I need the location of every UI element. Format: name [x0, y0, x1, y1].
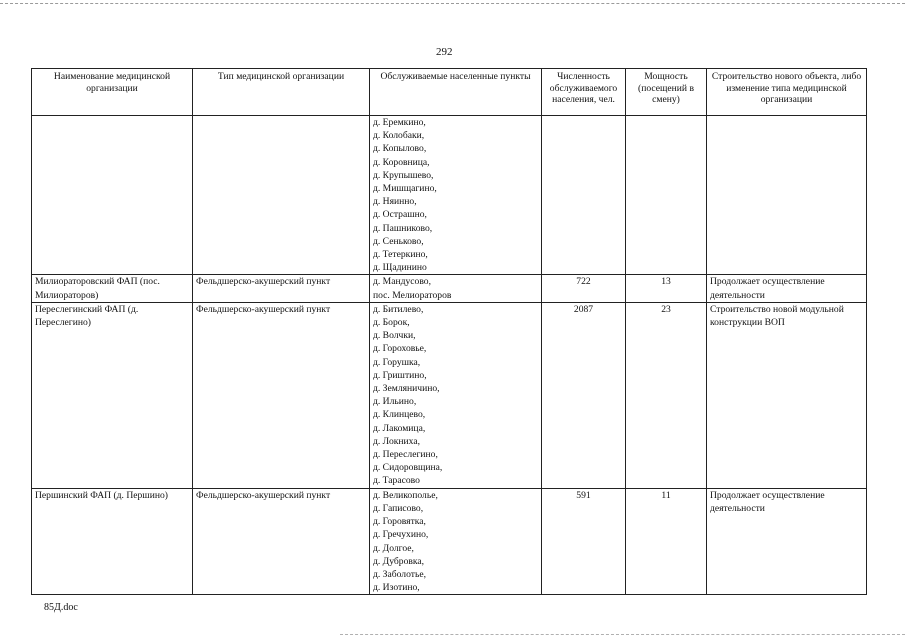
org-name-cell: [32, 116, 193, 275]
org-type-cell: Фельдшерско-акушерский пункт: [193, 488, 370, 595]
settlement-item: д. Копылово,: [373, 143, 427, 155]
table-row: [32, 302, 867, 488]
construction-cell: Продолжает осуществление деятельности: [707, 275, 867, 302]
settlement-item: д. Еремкино,: [373, 117, 426, 128]
population-cell: 2087: [542, 302, 626, 488]
table-row: [32, 488, 867, 595]
settlement-item: д. Великополье,: [373, 489, 438, 501]
header-settlements: Обслуживаемые населенные пункты: [370, 69, 542, 116]
settlement-item: д. Битилево,: [373, 303, 424, 315]
settlement-item: д. Щадинино: [373, 262, 427, 274]
org-type-cell: [193, 116, 370, 275]
settlements-cell: [370, 116, 542, 275]
org-name-cell: Переслегинский ФАП (д. Переслегино): [32, 302, 193, 488]
org-name-cell: Милиораторовский ФАП (пос. Милиораторов): [32, 275, 193, 302]
settlement-item: д. Няинно,: [373, 196, 417, 208]
settlements-cell: [370, 488, 542, 595]
footer-filename: 85Д.doc: [44, 602, 78, 613]
scan-edge-bottom: [340, 634, 905, 635]
settlement-item: д. Долгое,: [373, 542, 414, 554]
population-cell: 591: [542, 488, 626, 595]
header-construction: Строительство нового объекта, либо изменение типа медицинской организации: [707, 69, 867, 116]
header-org-type: Тип медицинской организации: [193, 69, 370, 116]
settlement-item: д. Коровница,: [373, 156, 430, 168]
table-header-row: [32, 69, 867, 116]
construction-cell: [707, 116, 867, 275]
settlement-item: д. Заболотье,: [373, 568, 426, 580]
org-name-cell: Першинский ФАП (д. Першино): [32, 488, 193, 595]
table-body: [32, 116, 867, 595]
settlement-item: д. Переслегино,: [373, 449, 438, 461]
settlement-item: д. Тетеркино,: [373, 249, 428, 261]
settlement-item: д. Острашно,: [373, 209, 427, 221]
settlement-item: д. Сеньково,: [373, 235, 424, 247]
scan-edge-top: [0, 3, 905, 4]
settlement-item: д. Крупышево,: [373, 169, 434, 181]
medical-organizations-table: [31, 68, 867, 595]
capacity-cell: [626, 116, 707, 275]
settlement-item: д. Локниха,: [373, 435, 420, 447]
table-row: [32, 275, 867, 302]
settlement-item: д. Горушка,: [373, 356, 421, 368]
settlement-item: д. Лакомица,: [373, 422, 426, 434]
page-number: 292: [436, 46, 453, 58]
settlement-item: пос. Мелиораторов: [373, 289, 452, 301]
header-org-name: Наименование медицинской организации: [32, 69, 193, 116]
settlement-item: д. Горовятка,: [373, 516, 426, 528]
settlement-item: д. Колобаки,: [373, 130, 425, 142]
settlement-item: д. Дубровка,: [373, 555, 425, 567]
capacity-cell: 11: [626, 488, 707, 595]
settlement-item: д. Сидоровщина,: [373, 462, 443, 474]
org-type-cell: Фельдшерско-акушерский пункт: [193, 302, 370, 488]
settlements-cell: [370, 275, 542, 302]
capacity-cell: 23: [626, 302, 707, 488]
settlement-item: д. Пашниково,: [373, 222, 433, 234]
settlement-item: д. Клинцево,: [373, 409, 426, 421]
settlement-item: д. Борок,: [373, 317, 410, 329]
settlement-item: д. Земляничино,: [373, 383, 440, 395]
settlement-item: д. Гречухино,: [373, 529, 429, 541]
settlement-item: д. Гороховье,: [373, 343, 427, 355]
construction-cell: Строительство новой модульной конструкции ВОП: [707, 302, 867, 488]
settlement-item: д. Тарасово: [373, 475, 420, 487]
capacity-cell: 13: [626, 275, 707, 302]
settlements-cell: [370, 302, 542, 488]
settlement-item: д. Мишщагино,: [373, 183, 437, 195]
settlement-item: д. Волчки,: [373, 330, 416, 342]
settlement-item: д. Ильино,: [373, 396, 417, 408]
header-capacity: Мощность (посещений в смену): [626, 69, 707, 116]
settlement-item: д. Изотино,: [373, 582, 420, 594]
construction-cell: Продолжает осуществление деятельности: [707, 488, 867, 595]
header-population: Численность обслуживаемого населения, чел.: [542, 69, 626, 116]
population-cell: 722: [542, 275, 626, 302]
settlement-item: д. Гриштино,: [373, 369, 427, 381]
settlement-item: д. Гаписово,: [373, 502, 424, 514]
settlement-item: д. Мандусово,: [373, 276, 431, 288]
org-type-cell: Фельдшерско-акушерский пункт: [193, 275, 370, 302]
population-cell: [542, 116, 626, 275]
table-row: [32, 116, 867, 275]
